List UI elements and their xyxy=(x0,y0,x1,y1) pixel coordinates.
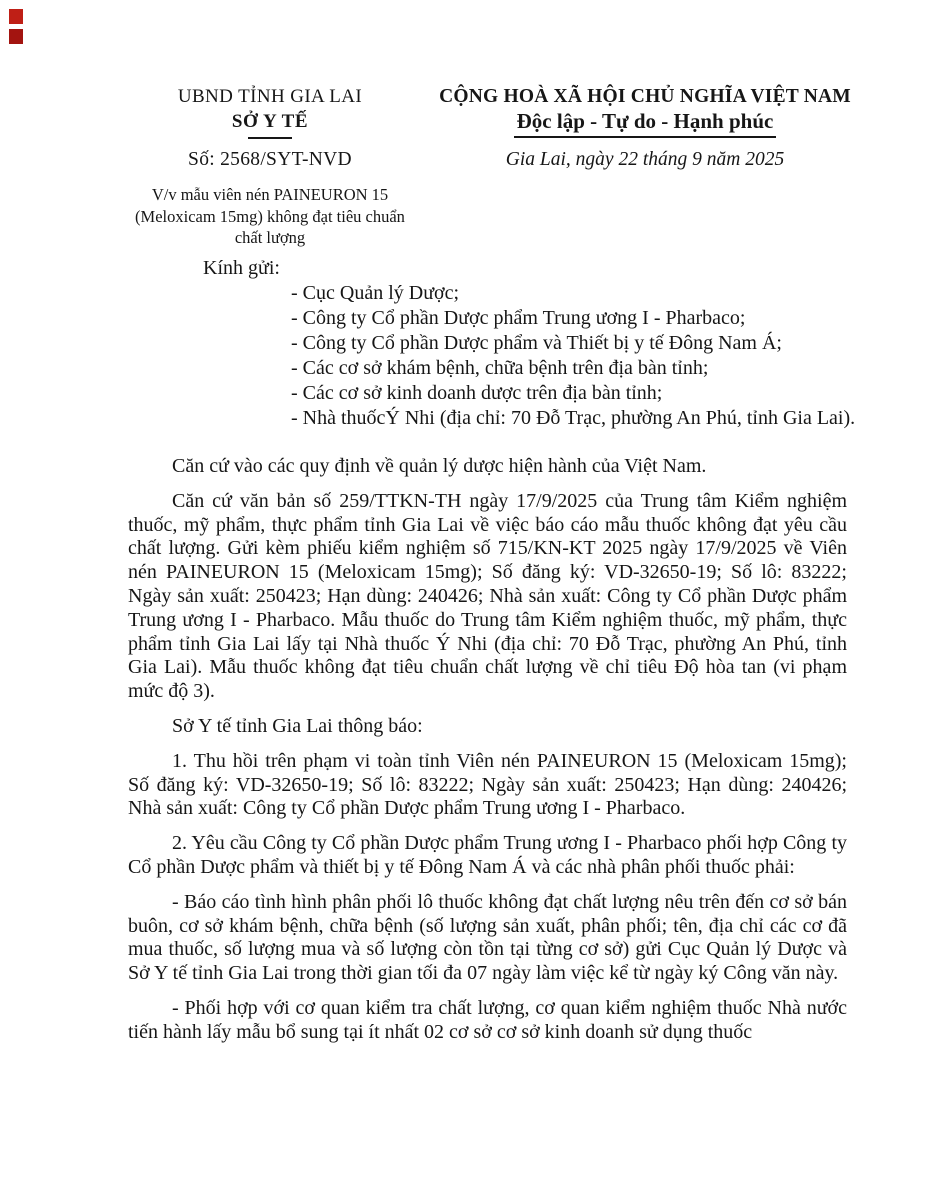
recipient-item: - Các cơ sở kinh doanh dược trên địa bàn tỉnh; xyxy=(291,382,663,404)
body-paragraph: - Phối hợp với cơ quan kiểm tra chất lượng, cơ quan kiểm nghiệm thuốc Nhà nước tiến hành lấy mẫu bổ sung tại ít nhất 02 cơ sở cơ sở kinh doanh sử dụng thuốc xyxy=(128,996,847,1043)
recipient-item: - Công ty Cổ phần Dược phẩm và Thiết bị y tế Đông Nam Á; xyxy=(291,332,782,354)
body-paragraph: Sở Y tế tỉnh Gia Lai thông báo: xyxy=(172,714,423,737)
recipient-item: - Công ty Cổ phần Dược phẩm Trung ương I - Pharbaco; xyxy=(291,307,746,329)
national-title: CỘNG HOÀ XÃ HỘI CHỦ NGHĨA VIỆT NAM xyxy=(439,86,851,107)
department-underline xyxy=(248,137,292,139)
place-date-line: Gia Lai, ngày 22 tháng 9 năm 2025 xyxy=(505,149,785,170)
body-paragraph: - Báo cáo tình hình phân phối lô thuốc không đạt chất lượng nêu trên đến cơ sở bán buôn, cơ sở khám bệnh, chữa bệnh (số lượng sản xuất, phân phối; tên, địa chỉ các cơ đã mua thuốc, số lượng mua và số lượng còn tồn tại từng cơ sở) gửi Cục Quản lý Dược và Sở Y tế tỉnh Gia Lai trong thời gian tối đa 07 ngày làm việc kể từ ngày ký Công văn này. xyxy=(128,890,847,985)
body-paragraph: Căn cứ văn bản số 259/TTKN-TH ngày 17/9/2025 của Trung tâm Kiểm nghiệm thuốc, mỹ phẩm, thực phẩm tỉnh Gia Lai về việc báo cáo mẫu thuốc không đạt yêu cầu chất lượng. Gửi kèm phiếu kiểm nghiệm số 715/KN-KT 2025 ngày 17/9/2025 về Viên nén PAINEURON 15 (Meloxicam 15mg); Số đăng ký: VD-32650-19; Số lô: 83222; Ngày sản xuất: 250423; Hạn dùng: 240426; Nhà sản xuất: Công ty Cổ phần Dược phẩm Trung ương I - Pharbaco. Mẫu thuốc do Trung tâm Kiểm nghiệm thuốc, mỹ phẩm, thực phẩm tỉnh Gia Lai lấy tại Nhà thuốc Ý Nhi (địa chỉ: 70 Đỗ Trạc, phường An Phú, tỉnh Gia Lai). Mẫu thuốc không đạt tiêu chuẩn chất lượng về chỉ tiêu Độ hòa tan (vi phạm mức độ 3). xyxy=(128,489,847,703)
document-body xyxy=(128,256,856,1045)
salutation: Kính gửi: xyxy=(203,257,280,279)
body-paragraph: 1. Thu hồi trên phạm vi toàn tỉnh Viên nén PAINEURON 15 (Meloxicam 15mg); Số đăng ký: VD-32650-19; Số lô: 83222; Ngày sản xuất: 250423; Hạn dùng: 240426; Nhà sản xuất: Công ty Cổ phần Dược phẩm Trung ương I - Pharbaco. xyxy=(128,749,847,820)
body-paragraph: Căn cứ vào các quy định về quản lý dược hiện hành của Việt Nam. xyxy=(172,455,707,477)
national-header-block xyxy=(430,86,860,171)
national-motto: Độc lập - Tự do - Hạnh phúc xyxy=(514,109,777,138)
red-stamp-mark-top xyxy=(9,9,23,24)
document-subject: V/v mẫu viên nén PAINEURON 15 (Meloxicam 15mg) không đạt tiêu chuẩn chất lượng xyxy=(135,185,405,247)
department-name: SỞ Y TẾ xyxy=(231,111,309,132)
parent-org-name: UBND TỈNH GIA LAI xyxy=(177,86,363,107)
issuing-authority-block xyxy=(126,86,414,249)
red-stamp-marks xyxy=(9,9,23,49)
recipient-list xyxy=(291,281,856,431)
body-paragraph: 2. Yêu cầu Công ty Cổ phần Dược phẩm Trung ương I - Pharbaco phối hợp Công ty Cổ phần Dược phẩm và thiết bị y tế Đông Nam Á và các nhà phân phối thuốc phải: xyxy=(128,832,847,878)
red-stamp-mark-bottom xyxy=(9,29,23,44)
recipient-item: - Nhà thuốcÝ Nhi (địa chỉ: 70 Đỗ Trạc, phường An Phú, tỉnh Gia Lai). xyxy=(291,407,856,429)
recipient-item: - Cục Quản lý Dược; xyxy=(291,282,460,304)
document-number: Số: 2568/SYT-NVD xyxy=(188,149,352,170)
recipient-item: - Các cơ sở khám bệnh, chữa bệnh trên địa bàn tỉnh; xyxy=(291,357,709,379)
